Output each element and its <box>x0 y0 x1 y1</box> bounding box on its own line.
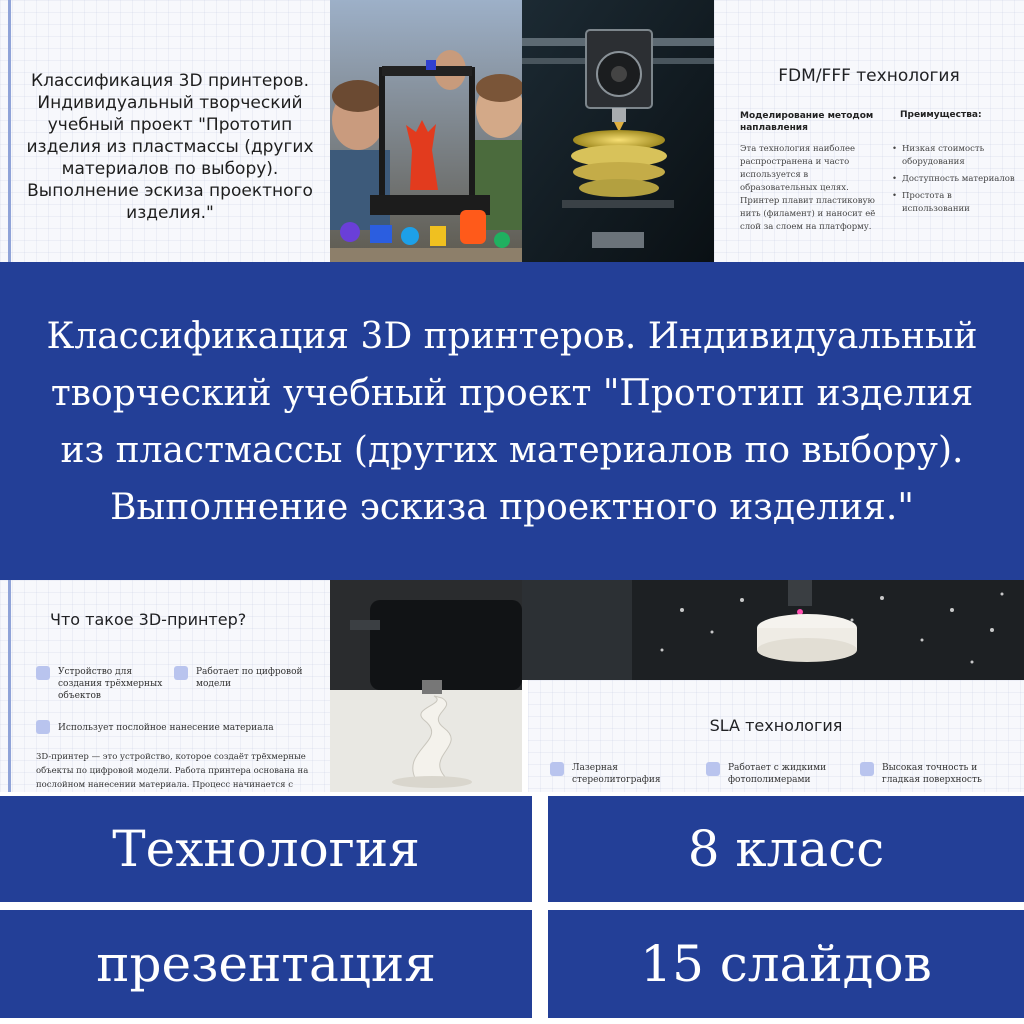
bullet-chip <box>706 762 720 776</box>
bullet-chip <box>36 720 50 734</box>
main-title: Классификация 3D принтеров. Индивидуальный творческий учебный проект "Прототип изделия из пластмассы (других материалов по выбору). Выполнение эскиза проектного изделия." <box>46 315 978 528</box>
photo-sla-printer <box>522 580 1024 680</box>
slide-accent-bar <box>8 0 11 262</box>
chip-label: Лазерная стереолитография <box>572 763 661 785</box>
slide-subheading: Преимущества: <box>900 110 982 120</box>
bullet-chip <box>174 666 188 680</box>
slide-title: SLA технология <box>709 716 843 735</box>
chip-label: Работает с жидкими фотополимерами <box>728 763 827 785</box>
photo-white-print <box>330 580 522 792</box>
slide-thumb-title <box>0 0 330 262</box>
slide-thumb-fdm <box>714 0 1024 262</box>
slide-title: FDM/FFF технология <box>778 66 960 86</box>
slide-paragraph: Эта технология наиболее распространена и часто используется в образовательных целях. Принтер плавит пластиковую нить (филамент) и наносит её слой за слоем на платформу. <box>740 144 876 232</box>
chip-label: Использует послойное нанесение материала <box>58 723 274 733</box>
list-item: • Низкая стоимость оборудования <box>892 143 1022 169</box>
chip-label: Высокая точность и гладкая поверхность <box>882 763 982 785</box>
chip-label: Работает по цифровой модели <box>196 667 303 689</box>
format-badge: презентация <box>0 910 532 1018</box>
slide-title: Классификация 3D принтеров. Индивидуальный творческий учебный проект "Прототип изделия из пластмассы (других материалов по выбору). Выполнение эскиза проектного изделия." <box>26 71 314 223</box>
list-item: • Простота в использовании <box>892 190 1022 216</box>
subject-badge: Технология <box>0 796 532 902</box>
slide-count-badge: 15 слайдов <box>548 910 1024 1018</box>
slide-accent-bar <box>8 580 11 792</box>
bullet-chip <box>36 666 50 680</box>
photo-kids-3d-printer <box>330 0 522 262</box>
chip-label: Устройство для создания трёхмерных объектов <box>58 667 163 701</box>
slide-subheading: Моделирование методом наплавления <box>740 111 874 133</box>
list-item: • Доступность материалов <box>892 173 1022 186</box>
advantages-list <box>892 143 1022 220</box>
photo-printer-extruder <box>522 0 714 262</box>
bullet-chip <box>860 762 874 776</box>
bullet-chip <box>550 762 564 776</box>
slide-paragraph: 3D-принтер — это устройство, которое создаёт трёхмерные объекты по цифровой модели. Работа принтера основана на послойном нанесении материала. Процесс начинается с <box>36 752 309 790</box>
grade-badge: 8 класс <box>548 796 1024 902</box>
slide-title: Что такое 3D-принтер? <box>50 610 247 629</box>
